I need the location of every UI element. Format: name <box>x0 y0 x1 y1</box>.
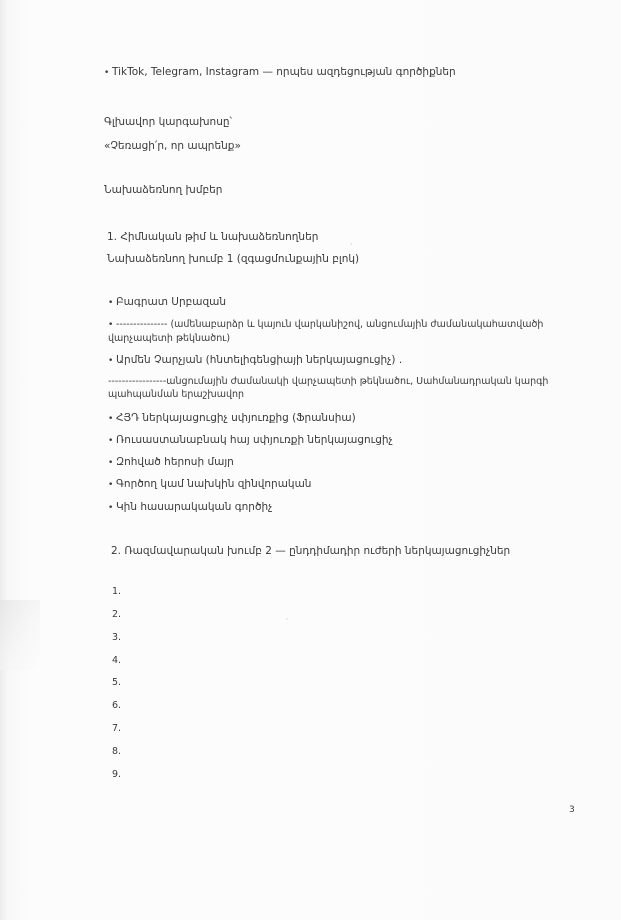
group1-item-9: • Կին հասարակական գործիչ <box>108 500 272 515</box>
group2-number-6: 6. <box>112 700 122 711</box>
group1-item-5: • ՀՅԴ ներկայացուցիչ սփյուռքից (Ֆրանսիա) <box>108 411 356 426</box>
group1-title: 1. Հիմնական թիմ և նախաձեռնողներ <box>107 231 319 243</box>
ink-speck <box>350 243 352 245</box>
group1-item-3: • Արմեն Չարչյան (հնտելիգենցիայի ներկայացուցիչ) . <box>108 353 402 368</box>
group2-number-2: 2. <box>112 609 122 620</box>
group2-number-3: 3. <box>112 632 122 643</box>
group2-number-8: 8. <box>112 746 122 757</box>
group2-number-7: 7. <box>112 723 122 734</box>
group2-number-5: 5. <box>112 677 122 688</box>
group1-item-6: • Ռուսաստանաբնակ հայ սփյուռքի ներկայացուցիչ <box>108 433 393 448</box>
group2-number-9: 9. <box>112 769 122 780</box>
main-slogan-label: Գլխավոր կարգախոսը՝ <box>104 116 233 128</box>
ink-speck <box>286 618 288 620</box>
group1-item-2: • --------------- (ամենաբարձր և կայուն վարկանիշով, անցումային ժամանակահատվածի վարչապետի թեկնածու) <box>108 318 568 345</box>
group2-number-1: 1. <box>112 586 122 597</box>
group1-subtitle: Նախաձեռնող խումբ 1 (զգացմունքային բլոկ) <box>107 253 360 265</box>
group2-title: 2. Ռազմավարական խումբ 2 — ընդդիմադիր ուժերի ներկայացուցիչներ <box>111 545 511 557</box>
group1-item-4: -----------------անցումային ժամանակի վարչապետի թեկնածու, Սահմանադրական կարգի պահպանման երաշխավոր <box>108 376 549 400</box>
group1-item-8: • Գործող կամ նախկին զինվորական <box>108 477 311 492</box>
group2-number-4: 4. <box>112 655 122 666</box>
main-slogan: «Չեռացի՛ր, որ ապրենք» <box>104 140 241 152</box>
page-number: 3 <box>569 805 575 815</box>
paper-edge-shadow <box>0 600 40 670</box>
proposed-groups-heading: Նախաձեռնող խմբեր <box>104 184 223 196</box>
group1-item-7: • Զոհված հերոսի մայր <box>108 455 234 470</box>
group1-item-1: • Բագրատ Սրբազան <box>108 295 226 310</box>
top-line: • TikTok, Telegram, Instagram — որպես ազդեցության գործիքներ <box>104 65 456 80</box>
